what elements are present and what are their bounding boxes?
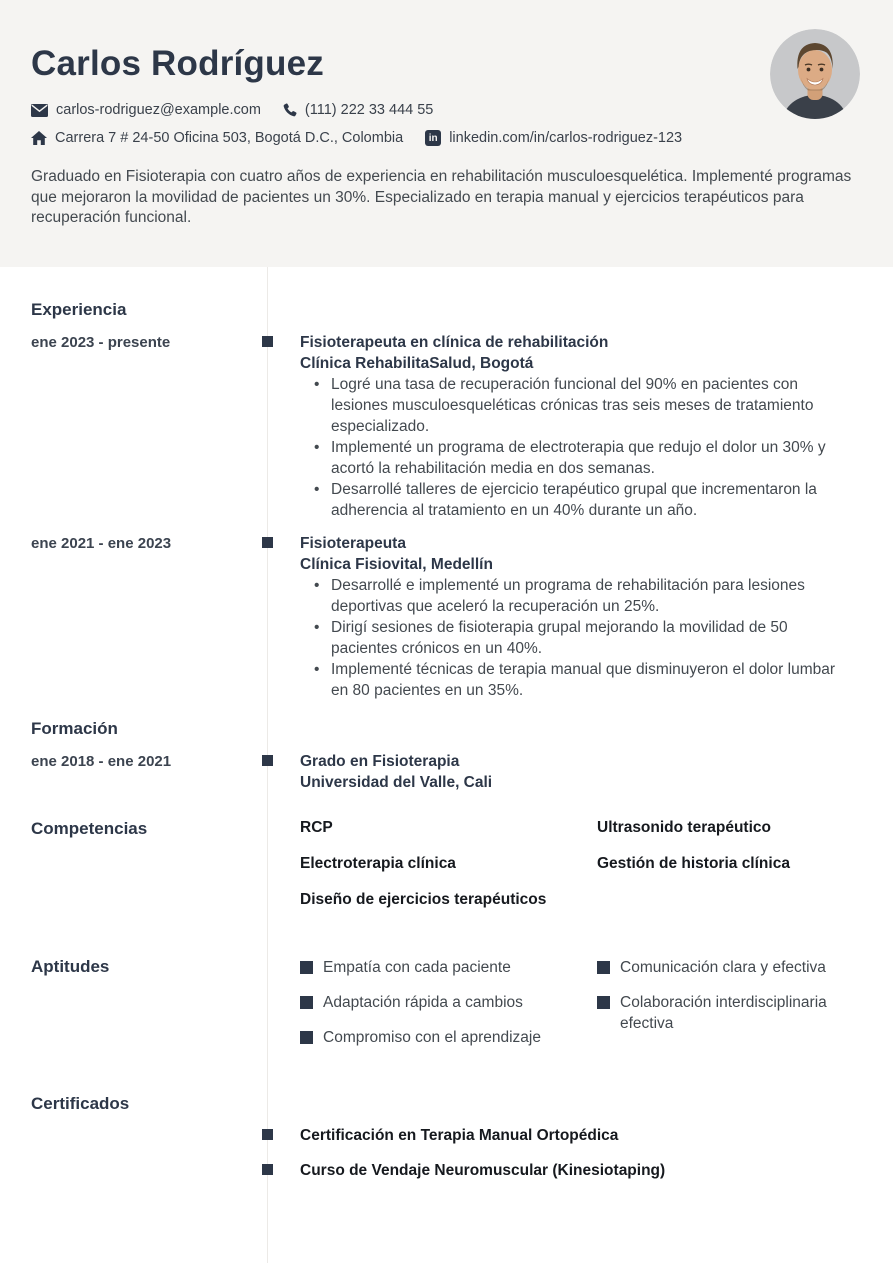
aptitude-text: Adaptación rápida a cambios xyxy=(323,994,523,1011)
certificate-entry xyxy=(0,1126,893,1145)
square-bullet-icon xyxy=(300,1031,313,1044)
aptitude-text: Empatía con cada paciente xyxy=(323,959,511,976)
timeline-square-marker xyxy=(262,755,273,766)
home-icon xyxy=(31,131,47,145)
contact-phone-text: (111) 222 33 444 55 xyxy=(304,102,434,118)
square-bullet-icon xyxy=(597,996,610,1009)
aptitudes-grid xyxy=(300,957,851,1062)
section-title-aptitudes: Aptitudes xyxy=(31,957,110,976)
section-skills xyxy=(0,819,893,927)
aptitude-item xyxy=(300,992,597,1013)
aptitude-item xyxy=(597,957,851,978)
section-title-skills: Competencias xyxy=(31,819,148,838)
education-entry xyxy=(0,751,893,793)
experience-role: Fisioterapeuta en clínica de rehabilitación xyxy=(300,334,609,351)
contact-row-1 xyxy=(31,102,861,118)
timeline-square-marker xyxy=(262,537,273,548)
skill-item: Diseño de ejercicios terapéuticos xyxy=(300,891,547,908)
person-name: Carlos Rodríguez xyxy=(31,44,324,83)
experience-organization: Clínica RehabilitaSalud, Bogotá xyxy=(300,355,534,372)
linkedin-icon: in xyxy=(425,130,441,146)
experience-dates: ene 2021 - ene 2023 xyxy=(31,535,172,552)
section-title-experience: Experiencia xyxy=(31,300,127,319)
experience-bullet: • Desarrollé talleres de ejercicio terapéutico grupal que incrementaron la adherencia al tratamiento en un 40% durante un año. xyxy=(300,479,851,521)
skills-grid xyxy=(300,819,851,927)
skill-item: Gestión de historia clínica xyxy=(597,855,790,872)
experience-bullet: • Dirigí sesiones de fisioterapia grupal mejorando la movilidad de 50 pacientes crónicos en un 40%. xyxy=(300,617,851,659)
contact-address xyxy=(31,130,403,146)
section-title-certificates: Certificados xyxy=(31,1094,130,1113)
experience-bullet-list xyxy=(300,575,851,701)
summary-text: Graduado en Fisioterapia con cuatro años de experiencia en rehabilitación musculoesquelética. Implementé programas que mejoraron la movilidad de pacientes un 30%. Especializado en terapia manual y ejercicios terapéuticos para recuperación funcional. xyxy=(31,168,852,226)
profile-photo xyxy=(770,29,860,119)
education-dates: ene 2018 - ene 2021 xyxy=(31,753,172,770)
timeline-square-marker xyxy=(262,1129,273,1140)
envelope-icon xyxy=(31,104,48,117)
contact-linkedin[interactable] xyxy=(425,130,682,146)
square-bullet-icon xyxy=(300,996,313,1009)
profile-photo-illustration xyxy=(770,29,860,119)
section-experience-header xyxy=(0,300,893,320)
phone-icon xyxy=(283,103,297,117)
education-school: Universidad del Valle, Cali xyxy=(300,774,493,791)
square-bullet-icon xyxy=(300,961,313,974)
experience-bullet: • Desarrollé e implementé un programa de rehabilitación para lesiones deportivas que aceleró la recuperación un 25%. xyxy=(300,575,851,617)
experience-bullet-list xyxy=(300,374,851,521)
contact-row-2 xyxy=(31,130,861,146)
experience-dates: ene 2023 - presente xyxy=(31,334,171,351)
experience-role: Fisioterapeuta xyxy=(300,535,406,552)
square-bullet-icon xyxy=(597,961,610,974)
aptitude-item xyxy=(597,992,851,1034)
timeline-square-marker xyxy=(262,1164,273,1175)
aptitude-item xyxy=(300,957,597,978)
certificate-name: Certificación en Terapia Manual Ortopédica xyxy=(300,1127,619,1144)
experience-bullet: • Implementé técnicas de terapia manual que disminuyeron el dolor lumbar en 80 pacientes en un 35%. xyxy=(300,659,851,701)
aptitude-text: Compromiso con el aprendizaje xyxy=(323,1029,541,1046)
timeline-square-marker xyxy=(262,336,273,347)
education-degree: Grado en Fisioterapia xyxy=(300,753,460,770)
contact-address-text: Carrera 7 # 24-50 Oficina 503, Bogotá D.C., Colombia xyxy=(55,130,404,146)
aptitude-text: Colaboración interdisciplinaria efectiva xyxy=(620,994,827,1032)
experience-bullet: • Implementé un programa de electroterapia que redujo el dolor un 30% y acortó la rehabilitación media en dos semanas. xyxy=(300,437,851,479)
section-title-education: Formación xyxy=(31,719,118,738)
resume-body xyxy=(0,267,893,1263)
section-certificates-header xyxy=(0,1094,893,1114)
contact-email[interactable] xyxy=(31,102,261,118)
contact-email-text: carlos-rodriguez@example.com xyxy=(56,102,261,118)
experience-entry xyxy=(0,533,893,701)
skill-item: Electroterapia clínica xyxy=(300,855,456,872)
certificate-entry xyxy=(0,1161,893,1180)
resume-header xyxy=(0,0,893,267)
section-education-header xyxy=(0,719,893,739)
certificate-name: Curso de Vendaje Neuromuscular (Kinesiotaping) xyxy=(300,1162,666,1179)
contact-phone[interactable] xyxy=(283,102,433,118)
experience-entry xyxy=(0,332,893,521)
aptitude-item xyxy=(300,1027,597,1048)
skill-item: RCP xyxy=(300,819,333,836)
aptitude-text: Comunicación clara y efectiva xyxy=(620,959,826,976)
skill-item: Ultrasonido terapéutico xyxy=(597,819,771,836)
section-aptitudes xyxy=(0,957,893,1062)
experience-bullet: • Logré una tasa de recuperación funcional del 90% en pacientes con lesiones musculoesqueléticas crónicas tras seis meses de tratamiento especializado. xyxy=(300,374,851,437)
experience-organization: Clínica Fisiovital, Medellín xyxy=(300,556,493,573)
contact-linkedin-text: linkedin.com/in/carlos-rodriguez-123 xyxy=(449,130,683,146)
